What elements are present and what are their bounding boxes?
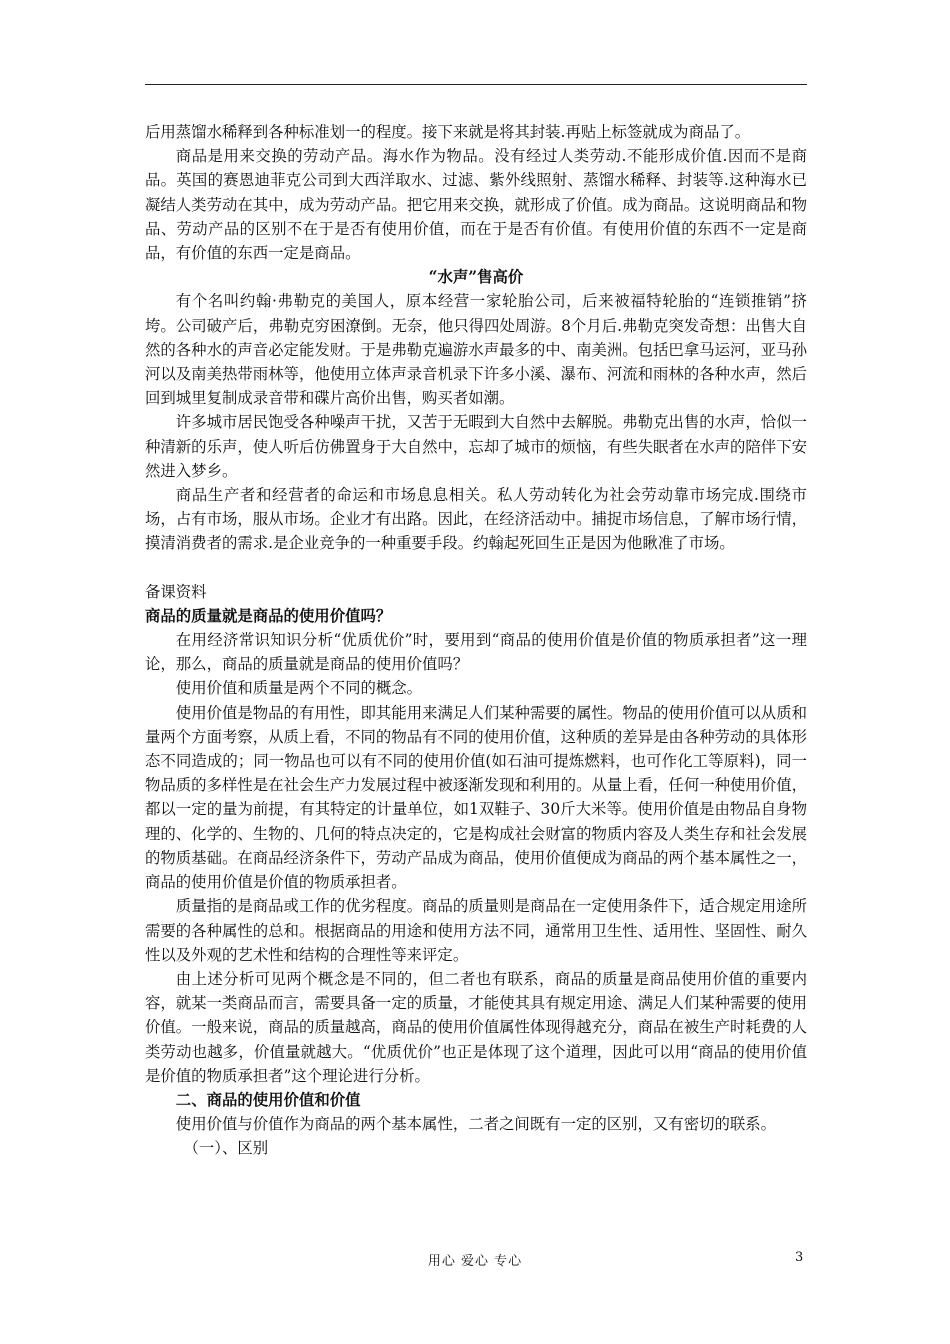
header-rule: [145, 84, 807, 85]
spacer: [145, 556, 807, 580]
question-heading: 商品的质量就是商品的使用价值吗？: [145, 606, 392, 625]
paragraph: 有个名叫约翰·弗勒克的美国人，原本经营一家轮胎公司，后来被福特轮胎的“连锁推销”挤垮。公司破产后，弗勒克穷困潦倒。无奈，他只得四处周游。8个月后.弗勒克突发奇想：出售大自然的各种水的声音必定能发财。于是弗勒克遍游水声最多的中、南美洲。包括巴拿马运河，亚马孙河以及南美热带雨林等，他使用立体声录音机录下许多小溪、瀑布、河流和雨林的各种水声，然后回到城里复制成录音带和碟片高价出售，购买者如潮。: [145, 292, 807, 408]
page-number: 3: [795, 1250, 804, 1265]
paragraph: 使用价值与价值作为商品的两个基本属性，二者之间既有一定的区别，又有密切的联系。: [175, 1115, 777, 1134]
page-footer: [0, 1250, 950, 1270]
footer-motto: 用心 爱心 专心: [427, 1254, 523, 1269]
subsection-heading: 二、商品的使用价值和价值: [175, 1090, 361, 1109]
paragraph: 在用经济常识知识分析“优质优价”时，要用到“商品的使用价值是价值的物质承担者”这一理论，那么，商品的质量就是商品的使用价值吗？: [145, 631, 807, 674]
paragraph: 质量指的是商品或工作的优劣程度。商品的质量则是商品在一定使用条件下，适合规定用途所需要的各种属性的总和。根据商品的用途和使用方法不同，通常用卫生性、适用性、坚固性、耐久性以及外观的艺术性和结构的合理性等来评定。: [145, 897, 807, 964]
document-body: [145, 120, 807, 1161]
paragraph: 许多城市居民饱受各种噪声干扰，又苦于无暇到大自然中去解脱。弗勒克出售的水声，恰似一种清新的乐声，使人听后仿佛置身于大自然中，忘却了城市的烦恼，有些失眠者在水声的陪伴下安然进入梦乡。: [145, 413, 807, 480]
paragraph: 商品是用来交换的劳动产品。海水作为物品。没有经过人类劳动.不能形成价值.因而不是商品。英国的赛恩迪菲克公司到大西洋取水、过滤、紫外线照射、蒸馏水稀释、封装等.这种海水已凝结人类劳动在其中，成为劳动产品。把它用来交换，就形成了价值。成为商品。这说明商品和物品、劳动产品的区别不在于是否有使用价值，而在于是否有价值。有使用价值的东西不一定是商品，有价值的东西一定是商品。: [145, 147, 807, 263]
paragraph: 商品生产者和经营者的命运和市场息息相关。私人劳动转化为社会劳动靠市场完成.围绕市场，占有市场，服从市场。企业才有出路。因此，在经济活动中。捕捉市场信息，了解市场行情，摸清消费者的需求.是企业竞争的一种重要手段。约翰起死回生正是因为他瞅准了市场。: [145, 486, 807, 553]
paragraph: 后用蒸馏水稀释到各种标准划一的程度。接下来就是将其封装.再贴上标签就成为商品了。: [145, 123, 751, 141]
list-heading: （一）、区别: [183, 1139, 269, 1158]
section-label: 备课资料: [145, 582, 207, 601]
paragraph: 使用价值和质量是两个不同的概念。: [175, 679, 423, 698]
paragraph: 由上述分析可见两个概念是不同的，但二者也有联系，商品的质量是商品使用价值的重要内容，就某一类商品而言，需要具备一定的质量，才能使其具有规定用途、满足人们某种需要的使用价值。一般来说，商品的质量越高，商品的使用价值属性体现得越充分，商品在被生产时耗费的人类劳动也越多，价值量就越大。“优质优价”也正是体现了这个道理，因此可以用“商品的使用价值是价值的物质承担者”这个理论进行分析。: [145, 969, 807, 1085]
section-heading: “水声”售高价: [428, 268, 524, 287]
paragraph: 使用价值是物品的有用性，即其能用来满足人们某种需要的属性。物品的使用价值可以从质和量两个方面考察，从质上看，不同的物品有不同的使用价值，这种质的差异是由各种劳动的具体形态不同造成的；同一物品也可以有不同的使用价值(如石油可提炼燃料，也可作化工等原料)，同一物品质的多样性是在社会生产力发展过程中被逐渐发现和利用的。从量上看，任何一种使用价值，都以一定的量为前提，有其特定的计量单位，如1双鞋子、30斤大米等。使用价值是由物品自身物理的、化学的、生物的、几何的特点决定的，它是构成社会财富的物质内容及人类生存和社会发展的物质基础。在商品经济条件下，劳动产品成为商品，使用价值便成为商品的两个基本属性之一，商品的使用价值是价值的物质承担者。: [145, 703, 807, 892]
